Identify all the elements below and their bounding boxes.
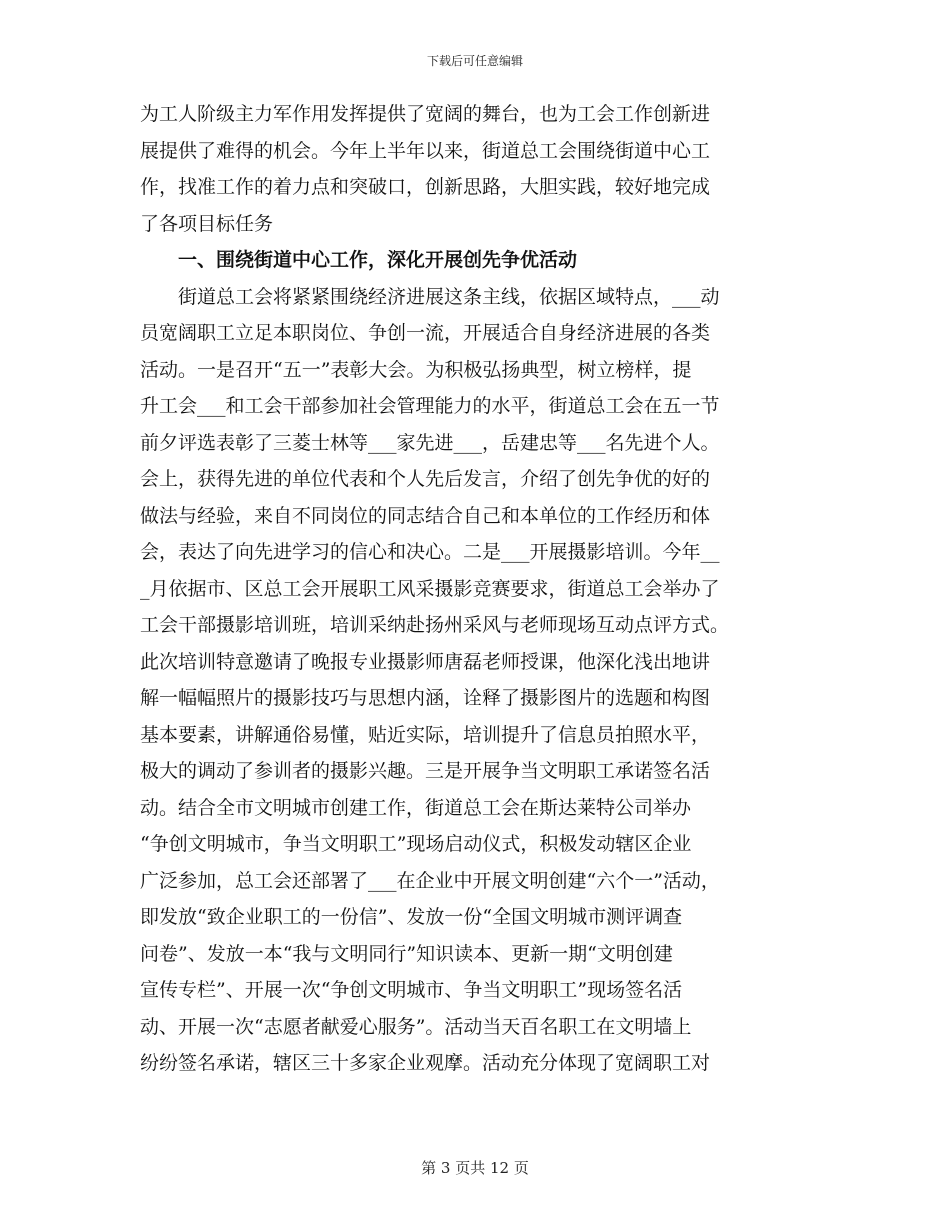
body-line: 前夕评选表彰了三菱士林等___家先进___，岳建忠等___名先进个人。	[140, 431, 720, 454]
body-line: 作，找准工作的着力点和突破口，创新思路，大胆实践，较好地完成	[140, 176, 711, 198]
body-line: 纷纷签名承诺，辖区三十多家企业观摩。活动充分体现了宽阔职工对	[140, 1052, 711, 1074]
body-line: 活动。一是召开“五一”表彰大会。为积极弘扬典型，树立榜样，提	[140, 358, 692, 381]
page-header: 下载后可任意编辑	[426, 54, 523, 68]
body-line: 工会干部摄影培训班，培训采纳赴扬州采风与老师现场互动点评方式。	[140, 614, 730, 636]
body-line: 此次培训特意邀请了晚报专业摄影师唐磊老师授课，他深化浅出地讲	[140, 650, 711, 673]
body-text	[140, 96, 820, 1082]
body-line: “争创文明城市，争当文明职工”现场启动仪式，积极发动辖区企业	[140, 833, 692, 855]
body-line: 街道总工会将紧紧围绕经济进展这条主线，依据区域特点，___动	[178, 285, 720, 308]
body-line: 解一幅幅照片的摄影技巧与思想内涵，诠释了摄影图片的选题和构图	[140, 687, 711, 709]
body-line: 做法与经验，来自不同岗位的同志结合自己和本单位的工作经历和体	[140, 504, 711, 527]
body-line: 即发放“致企业职工的一份信”、发放一份“全国文明城市测评调查	[140, 906, 683, 928]
page-number-footer: 第 3 页共 12 页	[421, 1159, 529, 1177]
body-line: 了各项目标任务	[140, 212, 274, 235]
body-line: 动。结合全市文明城市创建工作，街道总工会在斯达莱特公司举办	[140, 796, 692, 819]
body-line: 基本要素，讲解通俗易懂，贴近实际，培训提升了信息员拍照水平，	[140, 723, 711, 746]
body-line: _月依据市、区总工会开展职工风采摄影竞赛要求，街道总工会举办了	[140, 577, 720, 600]
body-line: 极大的调动了参训者的摄影兴趣。三是开展争当文明职工承诺签名活	[140, 760, 711, 782]
body-line: 会上，获得先进的单位代表和个人先后发言，介绍了创先争优的好的	[140, 468, 711, 490]
body-line: 动、开展一次“志愿者献爱心服务”。活动当天百名职工在文明墙上	[140, 1015, 692, 1038]
body-line: 展提供了难得的机会。今年上半年以来，街道总工会围绕街道中心工	[140, 139, 711, 162]
body-line: 为工人阶级主力军作用发挥提供了宽阔的舞台，也为工会工作创新进	[140, 103, 711, 125]
body-line: 广泛参加，总工会还部署了___在企业中开展文明创建“六个一”活动，	[140, 869, 720, 892]
body-line: 升工会___和工会干部参加社会管理能力的水平，街道总工会在五一节	[140, 395, 720, 417]
section-heading: 一、围绕街道中心工作，深化开展创先争优活动	[178, 249, 578, 271]
body-line: 员宽阔职工立足本职岗位、争创一流，开展适合自身经济进展的各类	[140, 322, 711, 344]
body-line: 会，表达了向先进学习的信心和决心。二是___开展摄影培训。今年__	[140, 541, 720, 563]
body-line: 宣传专栏”、开展一次“争创文明城市、争当文明职工”现场签名活	[140, 979, 683, 1001]
body-line: 问卷”、发放一本“我与文明同行”知识读本、更新一期“文明创建	[140, 942, 673, 965]
